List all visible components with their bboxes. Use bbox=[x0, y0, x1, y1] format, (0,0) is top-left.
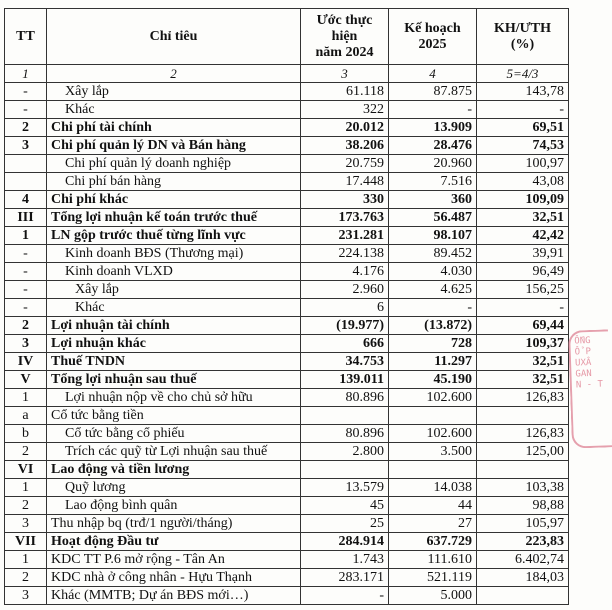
row-tt-cell: V bbox=[5, 371, 47, 389]
row-value-2025-cell bbox=[389, 407, 477, 425]
row-value-2024-cell: 20.759 bbox=[301, 155, 389, 173]
row-ratio-cell: 156,25 bbox=[477, 281, 569, 299]
row-value-2024-cell: 284.914 bbox=[301, 533, 389, 551]
row-tt-cell: 1 bbox=[5, 227, 47, 245]
row-value-2025-cell bbox=[389, 461, 477, 479]
row-value-2025-cell: 87.875 bbox=[389, 83, 477, 101]
row-value-2025-cell: 28.476 bbox=[389, 137, 477, 155]
row-label-cell: Chi phí khác bbox=[47, 191, 301, 209]
row-value-2025-cell: 89.452 bbox=[389, 245, 477, 263]
row-value-2024-cell: 139.011 bbox=[301, 371, 389, 389]
row-value-2025-cell: 13.909 bbox=[389, 119, 477, 137]
row-ratio-cell: 32,51 bbox=[477, 353, 569, 371]
row-label-cell: Khác bbox=[47, 101, 301, 119]
header-tt: TT bbox=[5, 9, 47, 65]
table-row bbox=[5, 299, 569, 317]
row-tt-cell: b bbox=[5, 425, 47, 443]
row-label-cell: Thu nhập bq (trđ/1 người/tháng) bbox=[47, 515, 301, 533]
row-value-2024-cell: 20.012 bbox=[301, 119, 389, 137]
index-cell: 3 bbox=[301, 65, 389, 83]
table-row bbox=[5, 569, 569, 587]
row-value-2024-cell: 34.753 bbox=[301, 353, 389, 371]
row-value-2024-cell: 2.960 bbox=[301, 281, 389, 299]
row-value-2024-cell: 2.800 bbox=[301, 443, 389, 461]
row-ratio-cell: 6.402,74 bbox=[477, 551, 569, 569]
index-cell: 2 bbox=[47, 65, 301, 83]
row-value-2024-cell: - bbox=[301, 587, 389, 605]
row-tt-cell: III bbox=[5, 209, 47, 227]
table-row bbox=[5, 461, 569, 479]
table-row bbox=[5, 281, 569, 299]
row-value-2024-cell: 283.171 bbox=[301, 569, 389, 587]
row-value-2025-cell: 98.107 bbox=[389, 227, 477, 245]
row-value-2025-cell: 45.190 bbox=[389, 371, 477, 389]
row-value-2024-cell: 17.448 bbox=[301, 173, 389, 191]
table-row bbox=[5, 119, 569, 137]
row-ratio-cell: 125,00 bbox=[477, 443, 569, 461]
row-value-2024-cell: 45 bbox=[301, 497, 389, 515]
row-value-2025-cell: 3.500 bbox=[389, 443, 477, 461]
row-ratio-cell: 143,78 bbox=[477, 83, 569, 101]
table-row bbox=[5, 227, 569, 245]
row-ratio-cell bbox=[477, 461, 569, 479]
row-value-2025-cell: 7.516 bbox=[389, 173, 477, 191]
table-row bbox=[5, 515, 569, 533]
row-label-cell: Hoạt động Đầu tư bbox=[47, 533, 301, 551]
row-value-2025-cell: 5.000 bbox=[389, 587, 477, 605]
row-value-2025-cell: 20.960 bbox=[389, 155, 477, 173]
row-value-2025-cell: 14.038 bbox=[389, 479, 477, 497]
row-label-cell: Thuế TNDN bbox=[47, 353, 301, 371]
row-value-2024-cell: 231.281 bbox=[301, 227, 389, 245]
row-value-2025-cell: 111.610 bbox=[389, 551, 477, 569]
row-value-2025-cell: 27 bbox=[389, 515, 477, 533]
row-value-2025-cell: 56.487 bbox=[389, 209, 477, 227]
row-value-2025-cell: 44 bbox=[389, 497, 477, 515]
row-label-cell: Khác (MMTB; Dự án BĐS mới…) bbox=[47, 587, 301, 605]
row-value-2025-cell: 102.600 bbox=[389, 425, 477, 443]
row-ratio-cell: - bbox=[477, 299, 569, 317]
row-label-cell: KDC TT P.6 mở rộng - Tân An bbox=[47, 551, 301, 569]
row-tt-cell: 1 bbox=[5, 479, 47, 497]
table-row bbox=[5, 263, 569, 281]
table-row bbox=[5, 443, 569, 461]
table-row bbox=[5, 353, 569, 371]
row-tt-cell: 1 bbox=[5, 551, 47, 569]
table-row bbox=[5, 209, 569, 227]
table-row bbox=[5, 407, 569, 425]
row-ratio-cell: 184,03 bbox=[477, 569, 569, 587]
header-row bbox=[5, 9, 569, 65]
row-value-2024-cell: (19.977) bbox=[301, 317, 389, 335]
row-label-cell: Chi phí bán hàng bbox=[47, 173, 301, 191]
row-ratio-cell: 103,38 bbox=[477, 479, 569, 497]
row-ratio-cell: 98,88 bbox=[477, 497, 569, 515]
row-label-cell: Quỹ lương bbox=[47, 479, 301, 497]
row-ratio-cell: 69,51 bbox=[477, 119, 569, 137]
row-label-cell: Xây lắp bbox=[47, 83, 301, 101]
row-value-2025-cell: - bbox=[389, 299, 477, 317]
row-value-2024-cell: 666 bbox=[301, 335, 389, 353]
row-value-2025-cell: 4.030 bbox=[389, 263, 477, 281]
row-label-cell: Lợi nhuận khác bbox=[47, 335, 301, 353]
table-row bbox=[5, 191, 569, 209]
header-ke-hoach: Kế hoạch 2025 bbox=[389, 9, 477, 65]
row-tt-cell: 1 bbox=[5, 389, 47, 407]
row-ratio-cell: 126,83 bbox=[477, 425, 569, 443]
row-label-cell: Chi phí tài chính bbox=[47, 119, 301, 137]
row-tt-cell: 3 bbox=[5, 137, 47, 155]
row-label-cell: KDC nhà ở công nhân - Hựu Thạnh bbox=[47, 569, 301, 587]
row-value-2024-cell: 25 bbox=[301, 515, 389, 533]
row-ratio-cell: 32,51 bbox=[477, 209, 569, 227]
header-uoc-thuc-hien: Ước thực hiện năm 2024 bbox=[301, 9, 389, 65]
row-ratio-cell: 69,44 bbox=[477, 317, 569, 335]
row-tt-cell: a bbox=[5, 407, 47, 425]
row-tt-cell: 2 bbox=[5, 497, 47, 515]
row-value-2024-cell bbox=[301, 407, 389, 425]
row-label-cell: Cổ tức bằng cổ phiếu bbox=[47, 425, 301, 443]
table-row bbox=[5, 497, 569, 515]
row-tt-cell bbox=[5, 155, 47, 173]
header-ty-le: KH/ƯTH (%) bbox=[477, 9, 569, 65]
row-tt-cell: - bbox=[5, 83, 47, 101]
table-row bbox=[5, 533, 569, 551]
row-ratio-cell: 39,91 bbox=[477, 245, 569, 263]
row-tt-cell: 2 bbox=[5, 569, 47, 587]
row-label-cell: Trích các quỹ từ Lợi nhuận sau thuế bbox=[47, 443, 301, 461]
row-tt-cell: - bbox=[5, 101, 47, 119]
row-value-2025-cell: - bbox=[389, 101, 477, 119]
row-label-cell: LN gộp trước thuế từng lĩnh vực bbox=[47, 227, 301, 245]
table-row bbox=[5, 335, 569, 353]
index-cell: 4 bbox=[389, 65, 477, 83]
table-row bbox=[5, 245, 569, 263]
row-value-2025-cell: 4.625 bbox=[389, 281, 477, 299]
row-label-cell: Kinh doanh VLXD bbox=[47, 263, 301, 281]
row-tt-cell: - bbox=[5, 263, 47, 281]
row-value-2024-cell: 1.743 bbox=[301, 551, 389, 569]
row-value-2024-cell: 61.118 bbox=[301, 83, 389, 101]
row-tt-cell: IV bbox=[5, 353, 47, 371]
table-row bbox=[5, 173, 569, 191]
row-value-2025-cell: 360 bbox=[389, 191, 477, 209]
row-ratio-cell bbox=[477, 407, 569, 425]
row-label-cell: Chi phí quản lý DN và Bán hàng bbox=[47, 137, 301, 155]
row-ratio-cell: 100,97 bbox=[477, 155, 569, 173]
row-value-2024-cell: 330 bbox=[301, 191, 389, 209]
row-value-2024-cell: 4.176 bbox=[301, 263, 389, 281]
row-label-cell: Chi phí quản lý doanh nghiệp bbox=[47, 155, 301, 173]
row-value-2025-cell: 728 bbox=[389, 335, 477, 353]
row-ratio-cell: 105,97 bbox=[477, 515, 569, 533]
company-stamp: ỐNG Ổ P UXÂ GAN N - T bbox=[568, 329, 612, 448]
row-tt-cell: 3 bbox=[5, 335, 47, 353]
row-tt-cell: 3 bbox=[5, 587, 47, 605]
row-ratio-cell: 74,53 bbox=[477, 137, 569, 155]
row-tt-cell: - bbox=[5, 245, 47, 263]
row-value-2024-cell bbox=[301, 461, 389, 479]
index-cell: 1 bbox=[5, 65, 47, 83]
row-tt-cell: - bbox=[5, 299, 47, 317]
row-ratio-cell: 32,51 bbox=[477, 371, 569, 389]
row-label-cell: Lao động bình quân bbox=[47, 497, 301, 515]
table-row bbox=[5, 83, 569, 101]
row-ratio-cell bbox=[477, 587, 569, 605]
row-label-cell: Lợi nhuận nộp về cho chủ sở hữu bbox=[47, 389, 301, 407]
row-value-2024-cell: 173.763 bbox=[301, 209, 389, 227]
row-ratio-cell: 43,08 bbox=[477, 173, 569, 191]
row-value-2024-cell: 80.896 bbox=[301, 389, 389, 407]
row-tt-cell: VII bbox=[5, 533, 47, 551]
row-value-2024-cell: 80.896 bbox=[301, 425, 389, 443]
row-ratio-cell: 109,09 bbox=[477, 191, 569, 209]
row-tt-cell bbox=[5, 173, 47, 191]
row-value-2024-cell: 6 bbox=[301, 299, 389, 317]
row-value-2025-cell: 11.297 bbox=[389, 353, 477, 371]
row-label-cell: Khác bbox=[47, 299, 301, 317]
row-tt-cell: VI bbox=[5, 461, 47, 479]
row-label-cell: Tổng lợi nhuận kế toán trước thuế bbox=[47, 209, 301, 227]
row-ratio-cell: 126,83 bbox=[477, 389, 569, 407]
column-index-row bbox=[5, 65, 569, 83]
row-value-2025-cell: 637.729 bbox=[389, 533, 477, 551]
row-value-2024-cell: 38.206 bbox=[301, 137, 389, 155]
row-label-cell: Lợi nhuận tài chính bbox=[47, 317, 301, 335]
table-row bbox=[5, 389, 569, 407]
row-label-cell: Xây lắp bbox=[47, 281, 301, 299]
row-tt-cell: 2 bbox=[5, 443, 47, 461]
row-value-2025-cell: 521.119 bbox=[389, 569, 477, 587]
row-ratio-cell: 42,42 bbox=[477, 227, 569, 245]
table-row bbox=[5, 371, 569, 389]
table-row bbox=[5, 101, 569, 119]
row-value-2025-cell: 102.600 bbox=[389, 389, 477, 407]
row-ratio-cell: - bbox=[477, 101, 569, 119]
row-value-2025-cell: (13.872) bbox=[389, 317, 477, 335]
row-label-cell: Kinh doanh BĐS (Thương mại) bbox=[47, 245, 301, 263]
row-value-2024-cell: 13.579 bbox=[301, 479, 389, 497]
row-tt-cell: 4 bbox=[5, 191, 47, 209]
row-label-cell: Lao động và tiền lương bbox=[47, 461, 301, 479]
header-chi-tieu: Chỉ tiêu bbox=[47, 9, 301, 65]
row-label-cell: Tổng lợi nhuận sau thuế bbox=[47, 371, 301, 389]
row-ratio-cell: 109,37 bbox=[477, 335, 569, 353]
table-row bbox=[5, 317, 569, 335]
table-row bbox=[5, 155, 569, 173]
row-label-cell: Cổ tức bằng tiền bbox=[47, 407, 301, 425]
table-row bbox=[5, 425, 569, 443]
table-row bbox=[5, 551, 569, 569]
row-tt-cell: 2 bbox=[5, 317, 47, 335]
financial-plan-table bbox=[4, 8, 569, 605]
table-row bbox=[5, 137, 569, 155]
table-row bbox=[5, 587, 569, 605]
table-row bbox=[5, 479, 569, 497]
row-ratio-cell: 223,83 bbox=[477, 533, 569, 551]
row-tt-cell: 3 bbox=[5, 515, 47, 533]
index-cell: 5=4/3 bbox=[477, 65, 569, 83]
row-tt-cell: - bbox=[5, 281, 47, 299]
row-value-2024-cell: 322 bbox=[301, 101, 389, 119]
row-ratio-cell: 96,49 bbox=[477, 263, 569, 281]
row-value-2024-cell: 224.138 bbox=[301, 245, 389, 263]
row-tt-cell: 2 bbox=[5, 119, 47, 137]
